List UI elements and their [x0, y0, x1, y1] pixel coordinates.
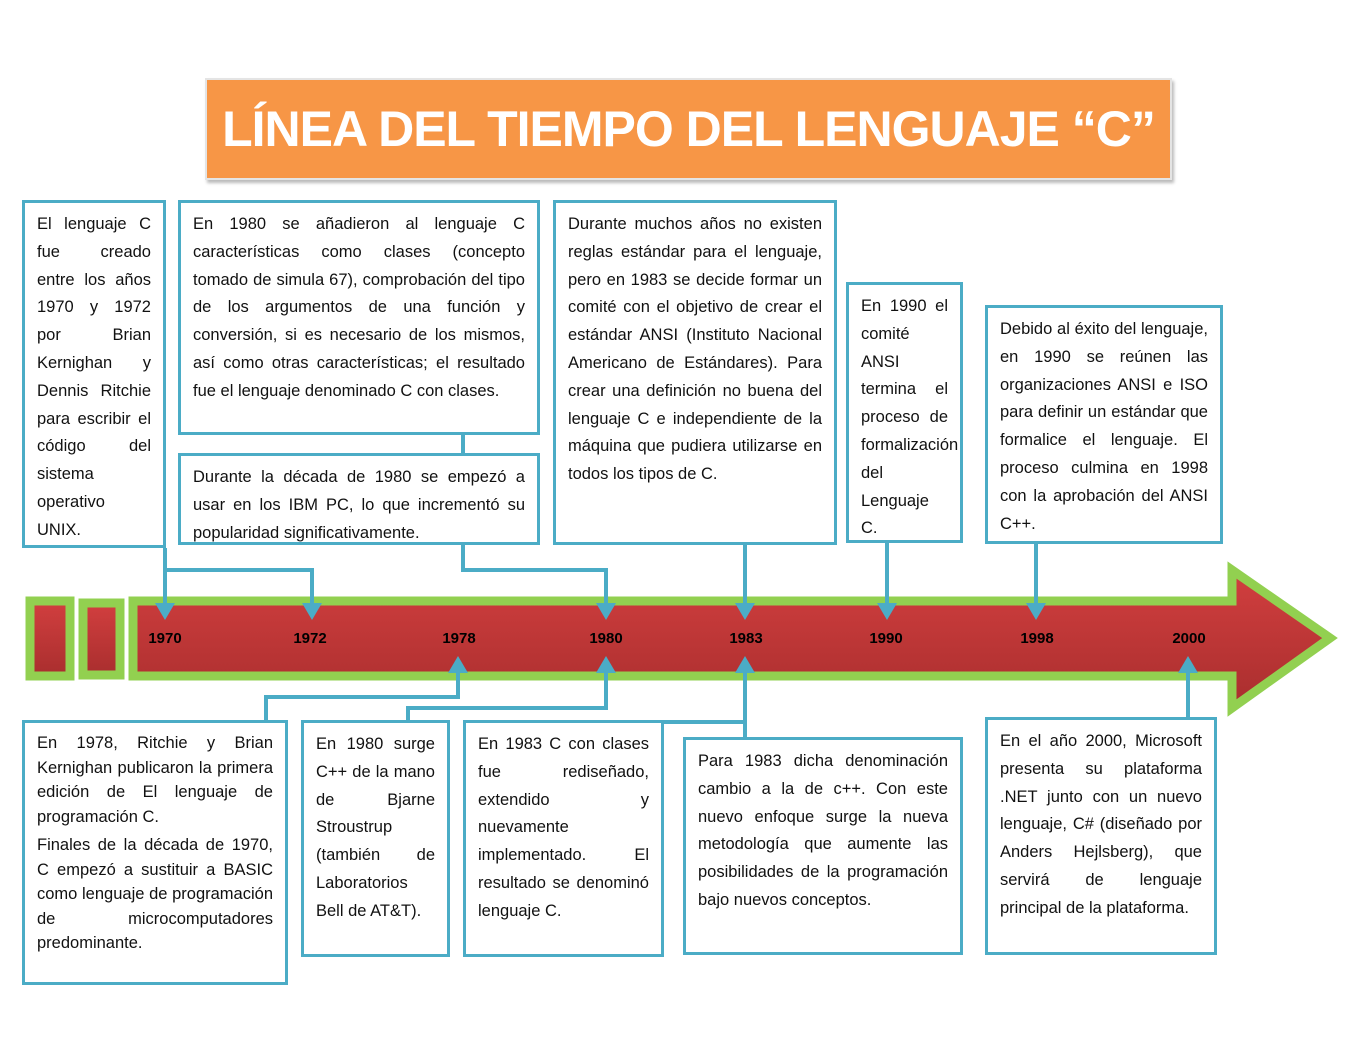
page-title: LÍNEA DEL TIEMPO DEL LENGUAJE “C” [205, 78, 1172, 180]
event-text-1978: En 1978, Ritchie y Brian Kernighan publicaron la primera edición de El lenguaje de programación C. [37, 734, 273, 826]
year-label: 2000 [1172, 630, 1206, 647]
event-box-1998: Debido al éxito del lenguaje, en 1990 se reúnen las organizaciones ANSI e ISO para definir un estándar que formalice el lenguaje. El proceso culmina en 1998 con la aprobación del ANSI C++. [985, 305, 1223, 544]
event-box-1980-cpp: En 1980 surge C++ de la mano de Bjarne Stroustrup (también de Laboratorios Bell de AT&T). [301, 720, 450, 957]
year-label: 1990 [869, 630, 903, 647]
event-box-1990: En 1990 el comité ANSI termina el proceso de formalización del Lenguaje C. [846, 282, 963, 543]
event-box-1978 [22, 720, 288, 985]
year-label: 1978 [442, 630, 476, 647]
event-box-2000: En el año 2000, Microsoft presenta su plataforma .NET junto con un nuevo lenguaje, C# (diseñado por Anders Hejlsberg), que servirá de lenguaje principal de la plataforma. [985, 717, 1217, 955]
event-box-1970: El lenguaje C fue creado entre los años 1970 y 1972 por Brian Kernighan y Dennis Ritchie para escribir el código del sistema operativo UNIX. [22, 200, 166, 548]
event-box-1980-ibm: Durante la década de 1980 se empezó a usar en los IBM PC, lo que incrementó su popularidad significativamente. [178, 453, 540, 545]
event-text-late-1970s: Finales de la década de 1970, C empezó a sustituir a BASIC como lenguaje de programación de microcomputadores predominante. [37, 836, 273, 952]
event-box-1980-classes: En 1980 se añadieron al lenguaje C características como clases (concepto tomado de simula 67), comprobación del tipo de los argumentos de una función y conversión, si es necesario de los mismos, así como otras características; el resultado fue el lenguaje denominado C con clases. [178, 200, 540, 435]
event-box-1983-ansi: Durante muchos años no existen reglas estándar para el lenguaje, pero en 1983 se decide formar un comité con el objetivo de crear el estándar ANSI (Instituto Nacional Americano de Estándares). Para crear una definición no buena del lenguaje C e independiente de la máquina que pudiera utilizarse en todos los tipos de C. [553, 200, 837, 545]
year-label: 1970 [148, 630, 182, 647]
timeline-arrow [30, 570, 1330, 708]
year-label: 1998 [1020, 630, 1054, 647]
small-block-1 [30, 601, 70, 676]
year-label: 1983 [729, 630, 763, 647]
year-label: 1972 [293, 630, 327, 647]
event-box-1983-cpp: Para 1983 dicha denominación cambio a la de c++. Con este nuevo enfoque surge la nueva metodología que aumente las posibilidades de la programación bajo nuevos conceptos. [683, 737, 963, 955]
year-label: 1980 [589, 630, 623, 647]
event-box-1983-redesign: En 1983 C con clases fue rediseñado, extendido y nuevamente implementado. El resultado se denominó lenguaje C. [463, 720, 664, 957]
small-block-2 [83, 603, 120, 675]
